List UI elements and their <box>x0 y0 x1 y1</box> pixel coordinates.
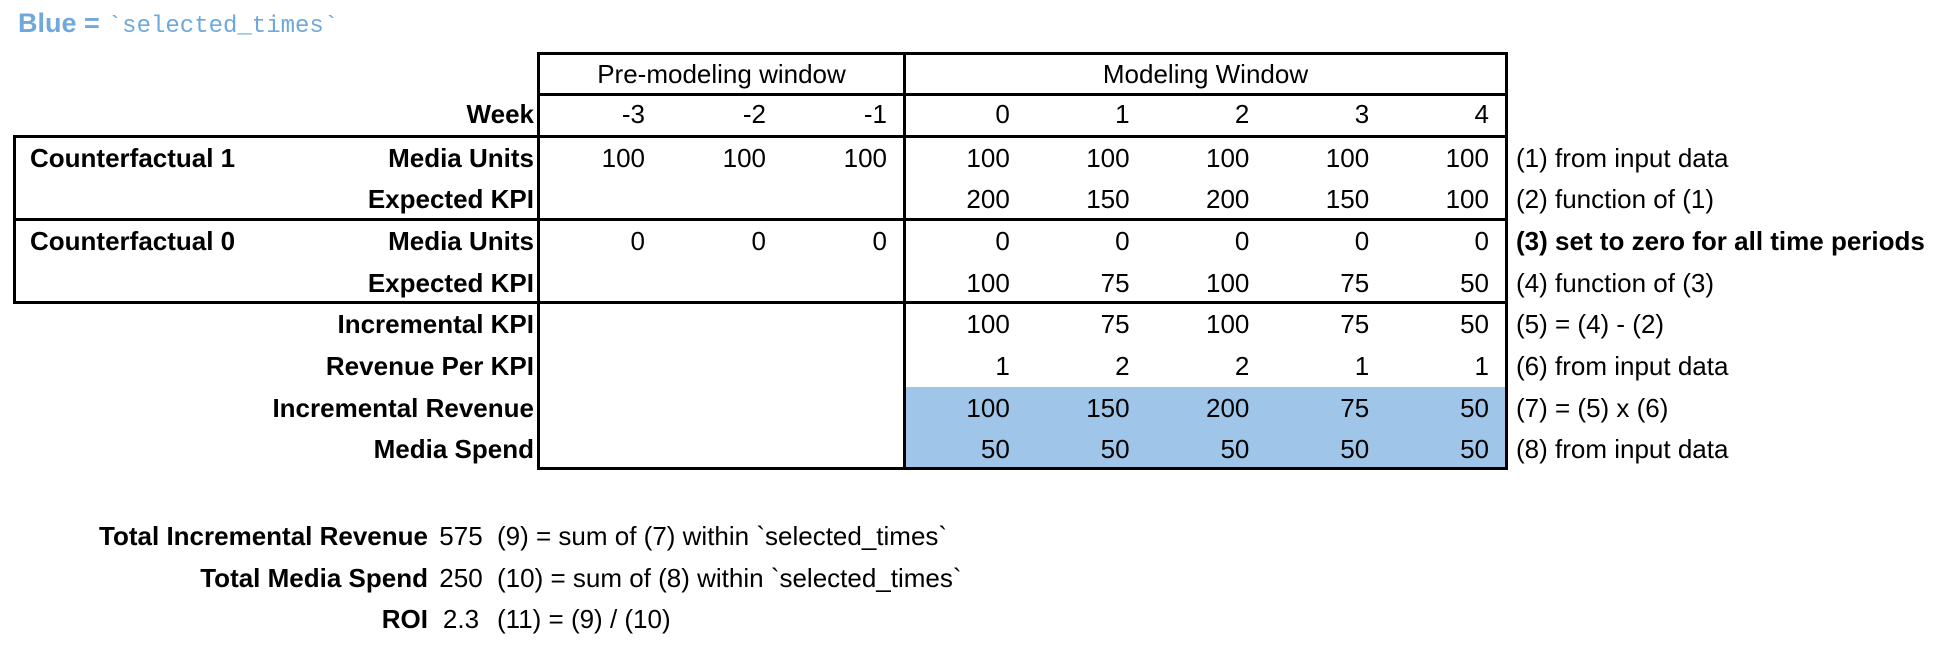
data-cell: 0 <box>995 226 1010 256</box>
data-cell <box>540 429 661 470</box>
pre-modeling-window-header <box>540 52 903 96</box>
data-cell: 150 <box>1086 393 1130 423</box>
data-cell: 200 <box>1206 184 1250 214</box>
data-cell <box>661 263 782 304</box>
data-cell: 100 <box>1086 143 1130 173</box>
row-header <box>13 138 534 179</box>
row-label: Expected KPI <box>367 184 534 214</box>
table-row <box>540 346 1505 387</box>
row-header <box>13 179 534 220</box>
week-cell: -1 <box>863 99 887 129</box>
row-annotation: (6) from input data <box>1516 351 1729 381</box>
data-cell: 100 <box>843 143 887 173</box>
data-cell: 0 <box>872 226 887 256</box>
data-cell: 100 <box>966 143 1010 173</box>
row-group-label: Counterfactual 0 <box>30 226 236 256</box>
data-cell <box>540 263 661 304</box>
table-row <box>540 429 1505 470</box>
data-cell: 50 <box>1460 268 1489 298</box>
data-cell: 100 <box>1445 143 1489 173</box>
summary-annotation: (11) = (9) / (10) <box>497 604 671 634</box>
data-cell: 50 <box>1340 434 1370 464</box>
data-cell: 75 <box>1100 268 1130 298</box>
data-cell: 150 <box>1086 184 1130 214</box>
row-header <box>13 221 534 262</box>
data-cell: 75 <box>1340 393 1370 423</box>
data-cell <box>782 346 903 387</box>
data-cell <box>661 388 782 429</box>
data-cell: 0 <box>1474 226 1489 256</box>
row-annotation: (8) from input data <box>1516 434 1729 464</box>
modeling-window-header <box>906 52 1505 96</box>
data-cell: 50 <box>980 434 1010 464</box>
data-cell <box>782 304 903 345</box>
legend-label: Blue = <box>18 8 100 38</box>
row-header <box>13 429 534 470</box>
data-cell: 2 <box>1234 351 1250 381</box>
data-cell: 75 <box>1340 309 1370 339</box>
row-label: Incremental KPI <box>337 309 534 339</box>
row-label: Expected KPI <box>367 268 534 298</box>
data-cell: 100 <box>1206 268 1250 298</box>
row-label: Incremental Revenue <box>272 393 534 423</box>
row-header <box>13 304 534 345</box>
row-annotation: (2) function of (1) <box>1516 184 1714 214</box>
week-cell: 1 <box>1115 99 1130 129</box>
data-cell: 100 <box>966 393 1010 423</box>
row-header <box>13 263 534 304</box>
legend <box>18 8 338 40</box>
summary-label: Total Incremental Revenue <box>99 521 428 551</box>
data-cell: 0 <box>1234 226 1250 256</box>
row-annotation: (5) = (4) - (2) <box>1516 309 1665 339</box>
data-cell <box>540 388 661 429</box>
data-cell <box>782 263 903 304</box>
table-row <box>540 263 1505 304</box>
row-label: Media Units <box>388 143 534 173</box>
data-cell <box>782 179 903 220</box>
data-cell <box>540 179 661 220</box>
data-cell: 100 <box>1206 143 1250 173</box>
table-border-right <box>1505 52 1508 470</box>
data-cell: 100 <box>966 268 1010 298</box>
summary-row <box>0 558 1200 599</box>
week-cell: 4 <box>1474 99 1489 129</box>
data-cell: 75 <box>1340 268 1370 298</box>
summary-value: 250 <box>439 563 483 593</box>
data-cell <box>661 304 782 345</box>
row-header <box>13 346 534 387</box>
data-cell: 75 <box>1100 309 1130 339</box>
summary-value: 575 <box>439 521 483 551</box>
week-row <box>540 94 1505 135</box>
legend-value: `selected_times` <box>107 13 339 40</box>
data-cell <box>661 346 782 387</box>
data-cell: 1 <box>995 351 1010 381</box>
data-cell: 50 <box>1460 393 1489 423</box>
row-label: Revenue Per KPI <box>325 351 534 381</box>
data-cell: 0 <box>751 226 766 256</box>
data-cell: 100 <box>601 143 645 173</box>
data-cell: 100 <box>1445 184 1489 214</box>
table-row <box>540 138 1505 179</box>
data-cell: 100 <box>1325 143 1370 173</box>
table-row <box>540 179 1505 220</box>
data-cell: 0 <box>1115 226 1130 256</box>
data-cell: 0 <box>1354 226 1370 256</box>
row-header <box>13 388 534 429</box>
summary-label: ROI <box>381 604 428 634</box>
data-cell: 2 <box>1115 351 1130 381</box>
table-row <box>540 388 1505 429</box>
data-cell: 100 <box>1206 309 1250 339</box>
data-cell: 200 <box>966 184 1010 214</box>
week-cell: -2 <box>742 99 766 129</box>
data-cell <box>540 304 661 345</box>
row-label: Media Units <box>388 226 534 256</box>
row-annotation: (4) function of (3) <box>1516 268 1714 298</box>
row-group-label: Counterfactual 1 <box>30 143 236 173</box>
data-cell: 100 <box>722 143 766 173</box>
week-cell: 0 <box>995 99 1010 129</box>
week-row-header <box>13 94 534 135</box>
data-cell: 100 <box>966 309 1010 339</box>
week-label: Week <box>466 99 534 129</box>
data-cell <box>661 179 782 220</box>
summary-label: Total Media Spend <box>200 563 428 593</box>
data-cell <box>661 429 782 470</box>
data-cell <box>782 388 903 429</box>
week-cell: -3 <box>621 99 645 129</box>
data-cell: 50 <box>1100 434 1130 464</box>
week-cell: 3 <box>1354 99 1370 129</box>
row-annotation: (3) set to zero for all time periods <box>1516 226 1925 256</box>
data-cell: 50 <box>1460 309 1489 339</box>
row-annotation: (1) from input data <box>1516 143 1729 173</box>
pre-modeling-window-label: Pre-modeling window <box>597 58 846 89</box>
data-cell: 0 <box>630 226 645 256</box>
summary-value: 2.3 <box>442 604 480 634</box>
data-cell: 50 <box>1460 434 1489 464</box>
summary-row <box>0 516 1200 557</box>
data-cell <box>540 346 661 387</box>
data-cell: 1 <box>1474 351 1489 381</box>
data-cell: 50 <box>1220 434 1250 464</box>
summary-row <box>0 599 1200 640</box>
row-label: Media Spend <box>373 434 534 464</box>
week-cell: 2 <box>1234 99 1250 129</box>
modeling-window-label: Modeling Window <box>1102 58 1309 89</box>
summary-annotation: (10) = sum of (8) within `selected_times` <box>497 563 962 593</box>
summary-annotation: (9) = sum of (7) within `selected_times` <box>497 521 948 551</box>
data-cell: 200 <box>1206 393 1250 423</box>
table-row <box>540 221 1505 262</box>
row-annotation: (7) = (5) x (6) <box>1516 393 1669 423</box>
data-cell: 1 <box>1354 351 1370 381</box>
data-cell: 150 <box>1325 184 1370 214</box>
data-cell <box>782 429 903 470</box>
table-row <box>540 304 1505 345</box>
